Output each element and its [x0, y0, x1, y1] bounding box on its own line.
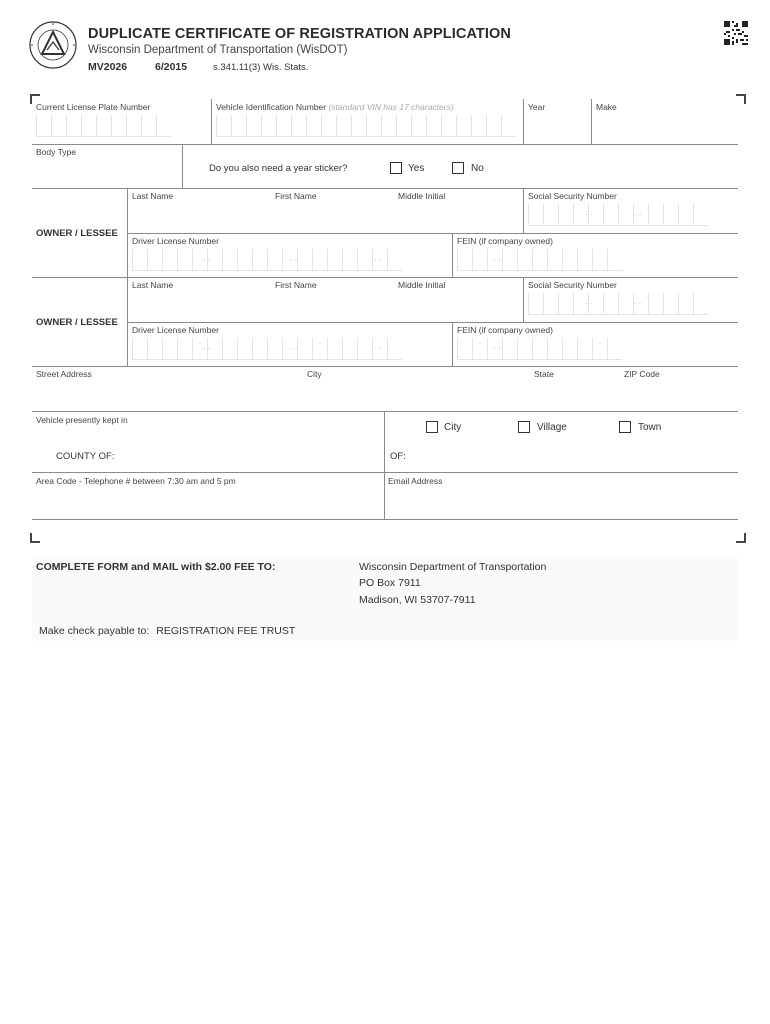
qr-code-icon: [724, 21, 748, 45]
vin-label-text: Vehicle Identification Number: [216, 102, 327, 112]
kept-in-village-label: Village: [537, 422, 567, 433]
year-sticker-question: Do you also need a year sticker?: [209, 163, 348, 174]
owner-2-section-label: OWNER / LESSEE: [36, 317, 118, 328]
mailing-instruction: COMPLETE FORM and MAIL with $2.00 FEE TO:: [36, 561, 276, 573]
body-type-label: Body Type: [36, 147, 77, 157]
owner-2-ssn-label: Social Security Number: [528, 280, 617, 290]
kept-in-village-checkbox[interactable]: [518, 421, 530, 433]
owner-1-ssn-label: Social Security Number: [528, 191, 617, 201]
sticker-yes-label: Yes: [408, 163, 425, 174]
sticker-yes-checkbox[interactable]: [390, 162, 402, 174]
ssn-separator: - -: [634, 299, 642, 308]
kept-in-city-checkbox[interactable]: [426, 421, 438, 433]
dl-separator: - -: [374, 255, 382, 264]
fein-separator: - -: [493, 255, 501, 264]
agency-name: Wisconsin Department of Transportation (WisDOT): [88, 44, 348, 56]
owner-2-first-name-label: First Name: [275, 280, 317, 290]
mailing-address-line-2: PO Box 7911: [359, 577, 421, 589]
corner-mark-bottom-left: [30, 533, 40, 543]
check-payable-line: [39, 625, 295, 637]
owner-2-driver-license-field[interactable]: [132, 338, 402, 360]
dl-separator: - -: [290, 344, 298, 353]
make-label: Make: [596, 102, 617, 112]
wisdot-seal-logo: [28, 20, 78, 70]
zip-code-label: ZIP Code: [624, 369, 660, 379]
owner-1-section-label: OWNER / LESSEE: [36, 228, 118, 239]
ssn-separator: - -: [634, 210, 642, 219]
corner-mark-bottom-right: [736, 533, 746, 543]
form-date: 6/2015: [155, 61, 188, 73]
statute-reference: s.341.11(3) Wis. Stats.: [213, 62, 309, 73]
check-payee: REGISTRATION FEE TRUST: [156, 625, 296, 637]
mailing-address-line-1: Wisconsin Department of Transportation: [359, 561, 547, 573]
owner-2-last-name-label: Last Name: [132, 280, 174, 290]
street-address-label: Street Address: [36, 369, 92, 379]
check-payable-label: Make check payable to:: [39, 625, 150, 637]
vehicle-kept-in-label: Vehicle presently kept in: [36, 415, 128, 425]
plate-number-label: Current License Plate Number: [36, 102, 151, 112]
year-label: Year: [528, 102, 546, 112]
city-label: City: [307, 369, 322, 379]
owner-2-driver-license-label: Driver License Number: [132, 325, 219, 335]
owner-1-driver-license-field[interactable]: [132, 249, 402, 271]
county-of-label: COUNTY OF:: [56, 451, 115, 462]
form-title: DUPLICATE CERTIFICATE OF REGISTRATION APPLICATION: [88, 26, 511, 42]
ssn-separator: - -: [585, 299, 593, 308]
ssn-separator: - -: [585, 210, 593, 219]
vin-hint: (standard VIN has 17 characters): [328, 102, 454, 112]
telephone-label: Area Code - Telephone # between 7:30 am and 5 pm: [36, 476, 236, 486]
dl-separator: - -: [290, 255, 298, 264]
email-address-label: Email Address: [388, 476, 443, 486]
dl-separator: - -: [374, 344, 382, 353]
kept-in-town-label: Town: [638, 422, 662, 433]
dl-separator: - -: [203, 255, 211, 264]
mailing-address-line-3: Madison, WI 53707-7911: [359, 594, 476, 606]
owner-1-driver-license-label: Driver License Number: [132, 236, 219, 246]
corner-mark-top-right: [736, 94, 746, 104]
owner-2-fein-label: FEIN (if company owned): [457, 325, 553, 335]
owner-2-ssn-field[interactable]: [528, 293, 708, 315]
vin-label: [216, 102, 454, 112]
sticker-no-checkbox[interactable]: [452, 162, 464, 174]
form-number: MV2026: [88, 61, 128, 73]
owner-1-middle-initial-label: Middle Initial: [398, 191, 446, 201]
vin-field[interactable]: [216, 115, 516, 137]
kept-in-town-checkbox[interactable]: [619, 421, 631, 433]
dl-separator: - -: [203, 344, 211, 353]
plate-number-field[interactable]: [36, 115, 171, 137]
owner-2-fein-field[interactable]: [457, 338, 622, 360]
owner-1-ssn-field[interactable]: [528, 204, 708, 226]
owner-1-first-name-label: First Name: [275, 191, 317, 201]
state-label: State: [534, 369, 554, 379]
owner-1-last-name-label: Last Name: [132, 191, 174, 201]
kept-in-city-label: City: [444, 422, 462, 433]
owner-1-fein-field[interactable]: [457, 249, 622, 271]
of-label: OF:: [390, 451, 406, 462]
owner-1-fein-label: FEIN (if company owned): [457, 236, 553, 246]
fein-separator: - -: [493, 344, 501, 353]
owner-2-middle-initial-label: Middle Initial: [398, 280, 446, 290]
sticker-no-label: No: [471, 163, 484, 174]
form-meta: [88, 61, 309, 73]
